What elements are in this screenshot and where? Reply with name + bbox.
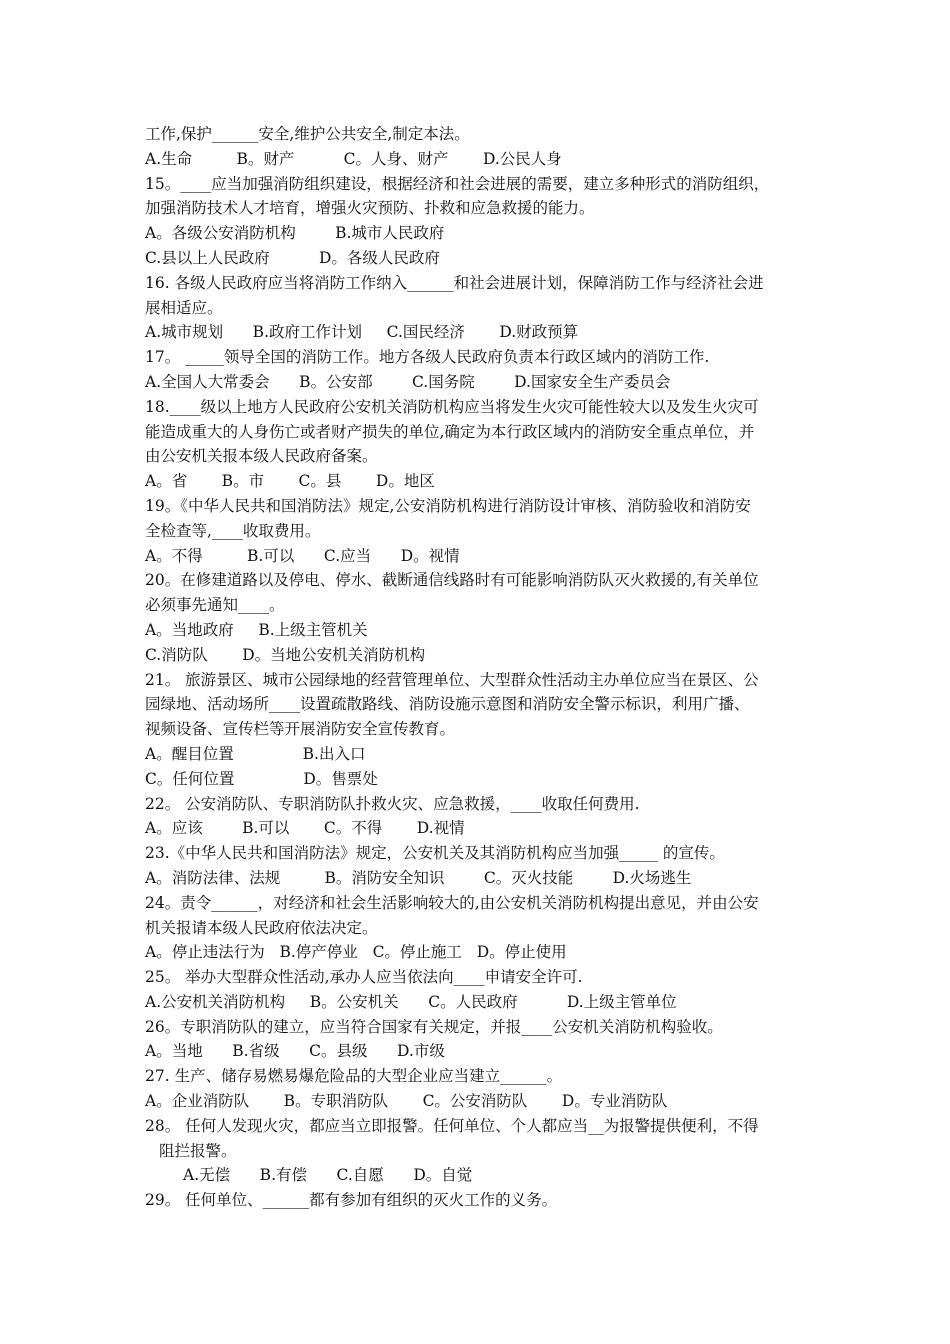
answer-options: C.县以上人民政府 D。各级人民政府 — [145, 248, 440, 267]
question-15: 15。____应当加强消防组织建设，根据经济和社会进展的需要，建立多种形式的消防组织， — [145, 174, 770, 193]
question-25: 25。 举办大型群众性活动,承办人应当依法向____申请安全许可. — [145, 968, 583, 987]
text-line: 视频设备、宣传栏等开展消防安全宣传教育。 — [145, 720, 456, 739]
text-line: 园绿地、活动场所____设置疏散路线、消防设施示意图和消防安全警示标识，利用广播、 — [145, 695, 750, 714]
document-body — [145, 122, 815, 1213]
answer-options: A。省 B。市 C。县 D。地区 — [145, 472, 435, 491]
text-line: 由公安机关报本级人民政府备案。 — [145, 447, 378, 466]
answer-options: C。任何位置 D。售票处 — [145, 769, 378, 788]
question-21: 21。 旅游景区、城市公园绿地的经营管理单位、大型群众性活动主办单位应当在景区、公 — [145, 670, 759, 689]
answer-options: A。企业消防队 B。专职消防队 C。公安消防队 D。专业消防队 — [145, 1092, 668, 1111]
question-28: 28。 任何人发现火灾，都应当立即报警。任何单位、个人都应当__为报警提供便利，不得 — [145, 1116, 759, 1135]
answer-options: A。当地政府 B.上级主管机关 — [145, 620, 368, 639]
question-24: 24。责令______，对经济和社会生活影响较大的,由公安机关消防机构提出意见，并由公安 — [145, 893, 759, 912]
answer-options: A。醒目位置 B.出入口 — [145, 744, 366, 763]
question-26: 26。专职消防队的建立，应当符合国家有关规定，并报____公安机关消防机构验收。 — [145, 1017, 723, 1036]
text-line: 必须事先通知____。 — [145, 596, 285, 615]
question-16: 16. 各级人民政府应当将消防工作纳入______和社会进展计划，保障消防工作与经济社会进 — [145, 273, 764, 292]
answer-options: A.无偿 B.有偿 C.自愿 D。自觉 — [183, 1166, 473, 1185]
question-20: 20。在修建道路以及停电、停水、截断通信线路时有可能影响消防队灭火救援的,有关单位 — [145, 571, 759, 590]
text-line: 阻拦报警。 — [159, 1141, 237, 1160]
answer-options: A.生命 B。财产 C。人身、财产 D.公民人身 — [145, 149, 562, 168]
answer-options: A.全国人大常委会 B。公安部 C.国务院 D.国家安全生产委员会 — [145, 372, 671, 391]
answer-options: A。当地 B.省级 C。县级 D.市级 — [145, 1042, 445, 1061]
text-line: 工作,保护______安全,维护公共安全,制定本法。 — [145, 125, 470, 143]
answer-options: A。各级公安消防机构 B.城市人民政府 — [145, 224, 445, 243]
answer-options: A。应该 B.可以 C。不得 D.视情 — [145, 819, 465, 838]
answer-options: C.消防队 D。当地公安机关消防机构 — [145, 645, 426, 664]
text-line: 全检查等,____收取费用。 — [145, 521, 321, 540]
question-18: 18.____级以上地方人民政府公安机关消防机构应当将发生火灾可能性较大以及发生火灾可 — [145, 397, 759, 416]
question-17: 17。 _____领导全国的消防工作。地方各级人民政府负责本行政区域内的消防工作. — [145, 348, 710, 367]
question-27: 27. 生产、储存易燃易爆危险品的大型企业应当建立______。 — [145, 1067, 563, 1086]
question-22: 22。 公安消防队、专职消防队扑救火灾、应急救援，____收取任何费用. — [145, 794, 640, 813]
answer-options: A。消防法律、法规 B。消防安全知识 C。灭火技能 D.火场逃生 — [145, 868, 692, 887]
answer-options: A.城市规划 B.政府工作计划 C.国民经济 D.财政预算 — [145, 323, 579, 342]
text-line: 能造成重大的人身伤亡或者财产损失的单位,确定为本行政区域内的消防安全重点单位，并 — [145, 422, 755, 441]
question-19: 19。《中华人民共和国消防法》规定,公安消防机构进行消防设计审核、消防验收和消防安 — [145, 496, 751, 515]
question-29: 29。 任何单位、______都有参加有组织的灭火工作的义务。 — [145, 1191, 558, 1210]
answer-options: A。停止违法行为 B.停产停业 C。停止施工 D。停止使用 — [145, 943, 567, 962]
answer-options: A。不得 B.可以 C.应当 D。视情 — [145, 546, 460, 565]
text-line: 机关报请本级人民政府依法决定。 — [145, 918, 378, 937]
answer-options: A.公安机关消防机构 B。公安机关 C。人民政府 D.上级主管单位 — [145, 992, 677, 1011]
text-line: 加强消防技术人才培育，增强火灾预防、扑救和应急救援的能力。 — [145, 199, 595, 218]
text-line: 展相适应。 — [145, 298, 223, 317]
question-23: 23.《中华人民共和国消防法》规定，公安机关及其消防机构应当加强_____ 的宣传。 — [145, 844, 725, 863]
